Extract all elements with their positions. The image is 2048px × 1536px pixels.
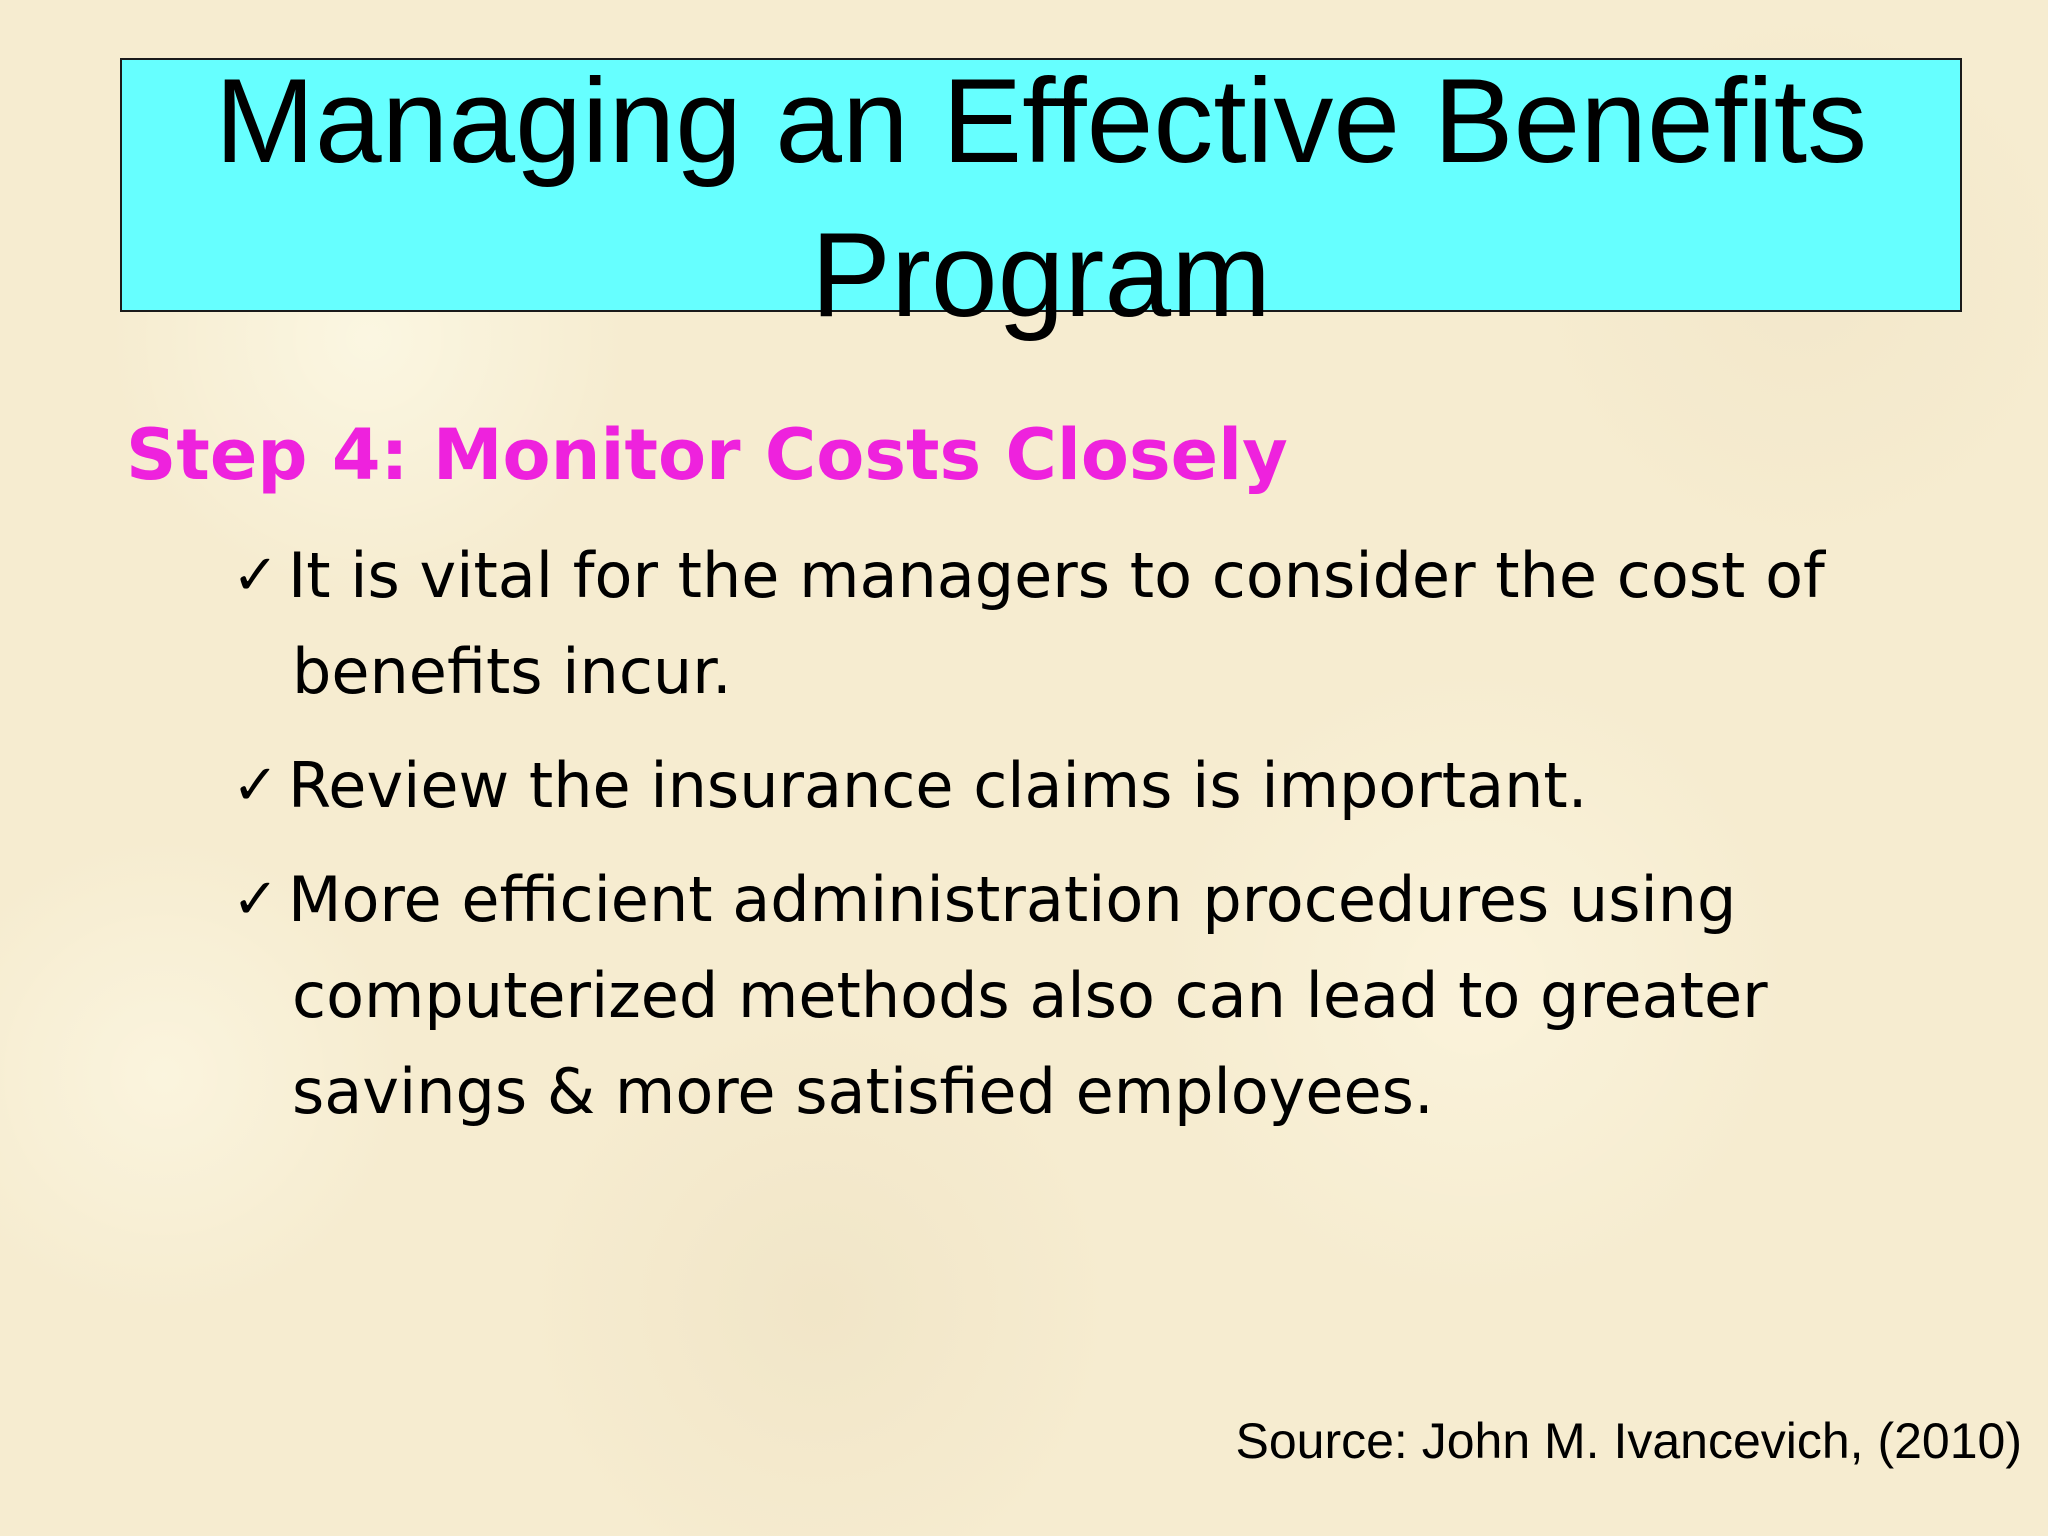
step-heading: Step 4: Monitor Costs Closely — [126, 414, 1288, 496]
checkmark-icon: ✓ — [232, 753, 279, 818]
bullet-text — [288, 528, 1952, 720]
bullet-text — [288, 852, 1952, 1140]
checkmark-icon: ✓ — [232, 867, 279, 932]
slide-title-line-2: Program — [810, 208, 1272, 342]
bullet-line: Review the insurance claims is important. — [288, 749, 1588, 822]
checkmark-icon: ✓ — [232, 543, 279, 608]
bullet-line: savings & more satisfied employees. — [292, 1055, 1434, 1128]
bullet-line: It is vital for the managers to consider the cost of — [288, 539, 1825, 612]
bullet-text — [288, 738, 1952, 834]
slide-title-line-1: Managing an Effective Benefits — [214, 54, 1868, 188]
bullet-line: computerized methods also can lead to greater — [292, 959, 1768, 1032]
bullet-line: More efficient administration procedures using — [288, 863, 1737, 936]
bullet-line: benefits incur. — [292, 635, 732, 708]
source-citation: Source: John M. Ivancevich, (2010) — [1235, 1413, 2022, 1469]
